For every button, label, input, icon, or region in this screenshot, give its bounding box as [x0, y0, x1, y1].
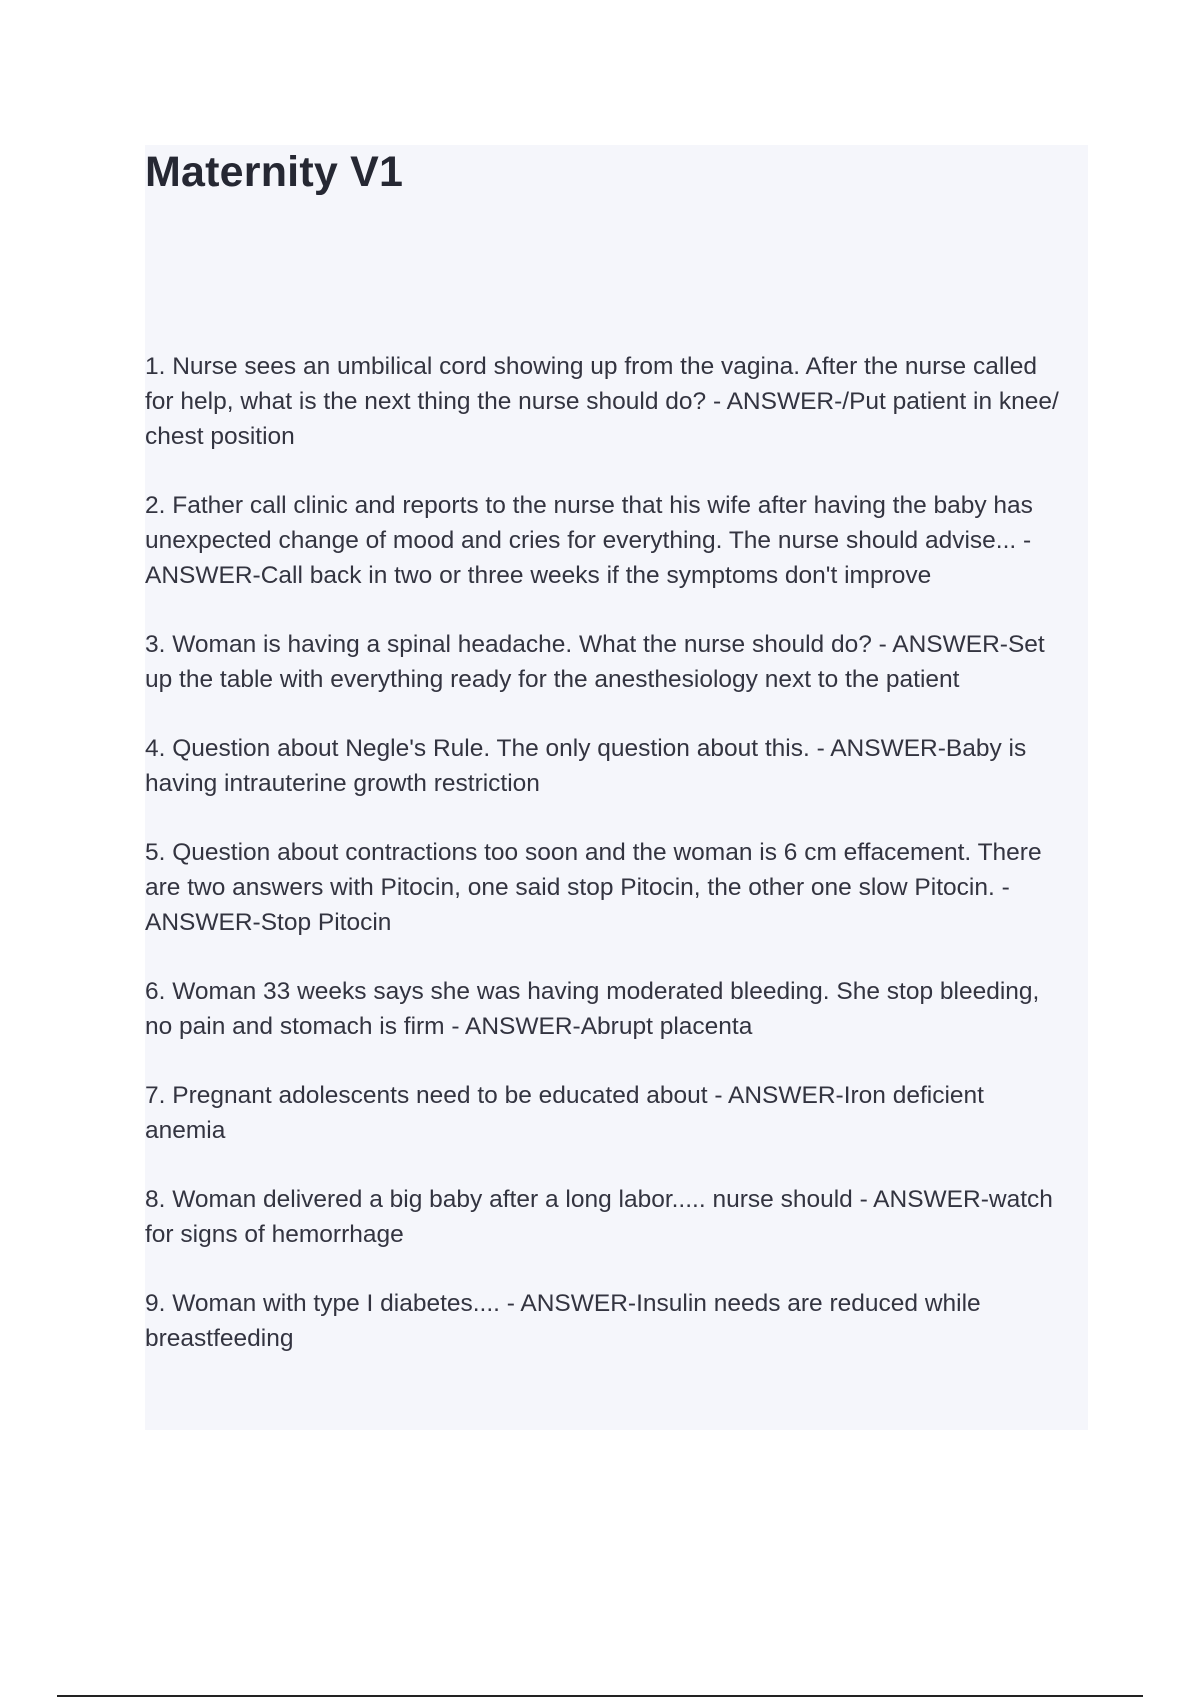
- footer-divider: [57, 1695, 1143, 1697]
- page-title: Maternity V1: [145, 148, 404, 196]
- question-item-7: 7. Pregnant adolescents need to be educated about - ANSWER-Iron deficient anemia: [145, 1082, 984, 1144]
- question-item-6: 6. Woman 33 weeks says she was having moderated bleeding. She stop bleeding, no pain and stomach is firm - ANSWER-Abrupt placenta: [145, 978, 1040, 1040]
- question-answer-list: [145, 349, 1065, 1390]
- question-item-3: 3. Woman is having a spinal headache. What the nurse should do? - ANSWER-Set up the table with everything ready for the anesthesiology next to the patient: [145, 631, 1045, 693]
- question-item-9: 9. Woman with type I diabetes.... - ANSWER-Insulin needs are reduced while breastfeeding: [145, 1290, 981, 1352]
- question-item-4: 4. Question about Negle's Rule. The only question about this. - ANSWER-Baby is having intrauterine growth restriction: [145, 735, 1027, 797]
- question-item-1: 1. Nurse sees an umbilical cord showing up from the vagina. After the nurse called for help, what is the next thing the nurse should do? - ANSWER-/Put patient in knee/ chest position: [145, 353, 1059, 450]
- question-item-8: 8. Woman delivered a big baby after a long labor..... nurse should - ANSWER-watch for signs of hemorrhage: [145, 1186, 1053, 1248]
- question-item-5: 5. Question about contractions too soon and the woman is 6 cm effacement. There are two answers with Pitocin, one said stop Pitocin, the other one slow Pitocin. - ANSWER-Stop Pitocin: [145, 839, 1042, 936]
- question-item-2: 2. Father call clinic and reports to the nurse that his wife after having the baby has unexpected change of mood and cries for everything. The nurse should advise... - ANSWER-Call back in two or three weeks if the symptoms don't improve: [145, 492, 1033, 589]
